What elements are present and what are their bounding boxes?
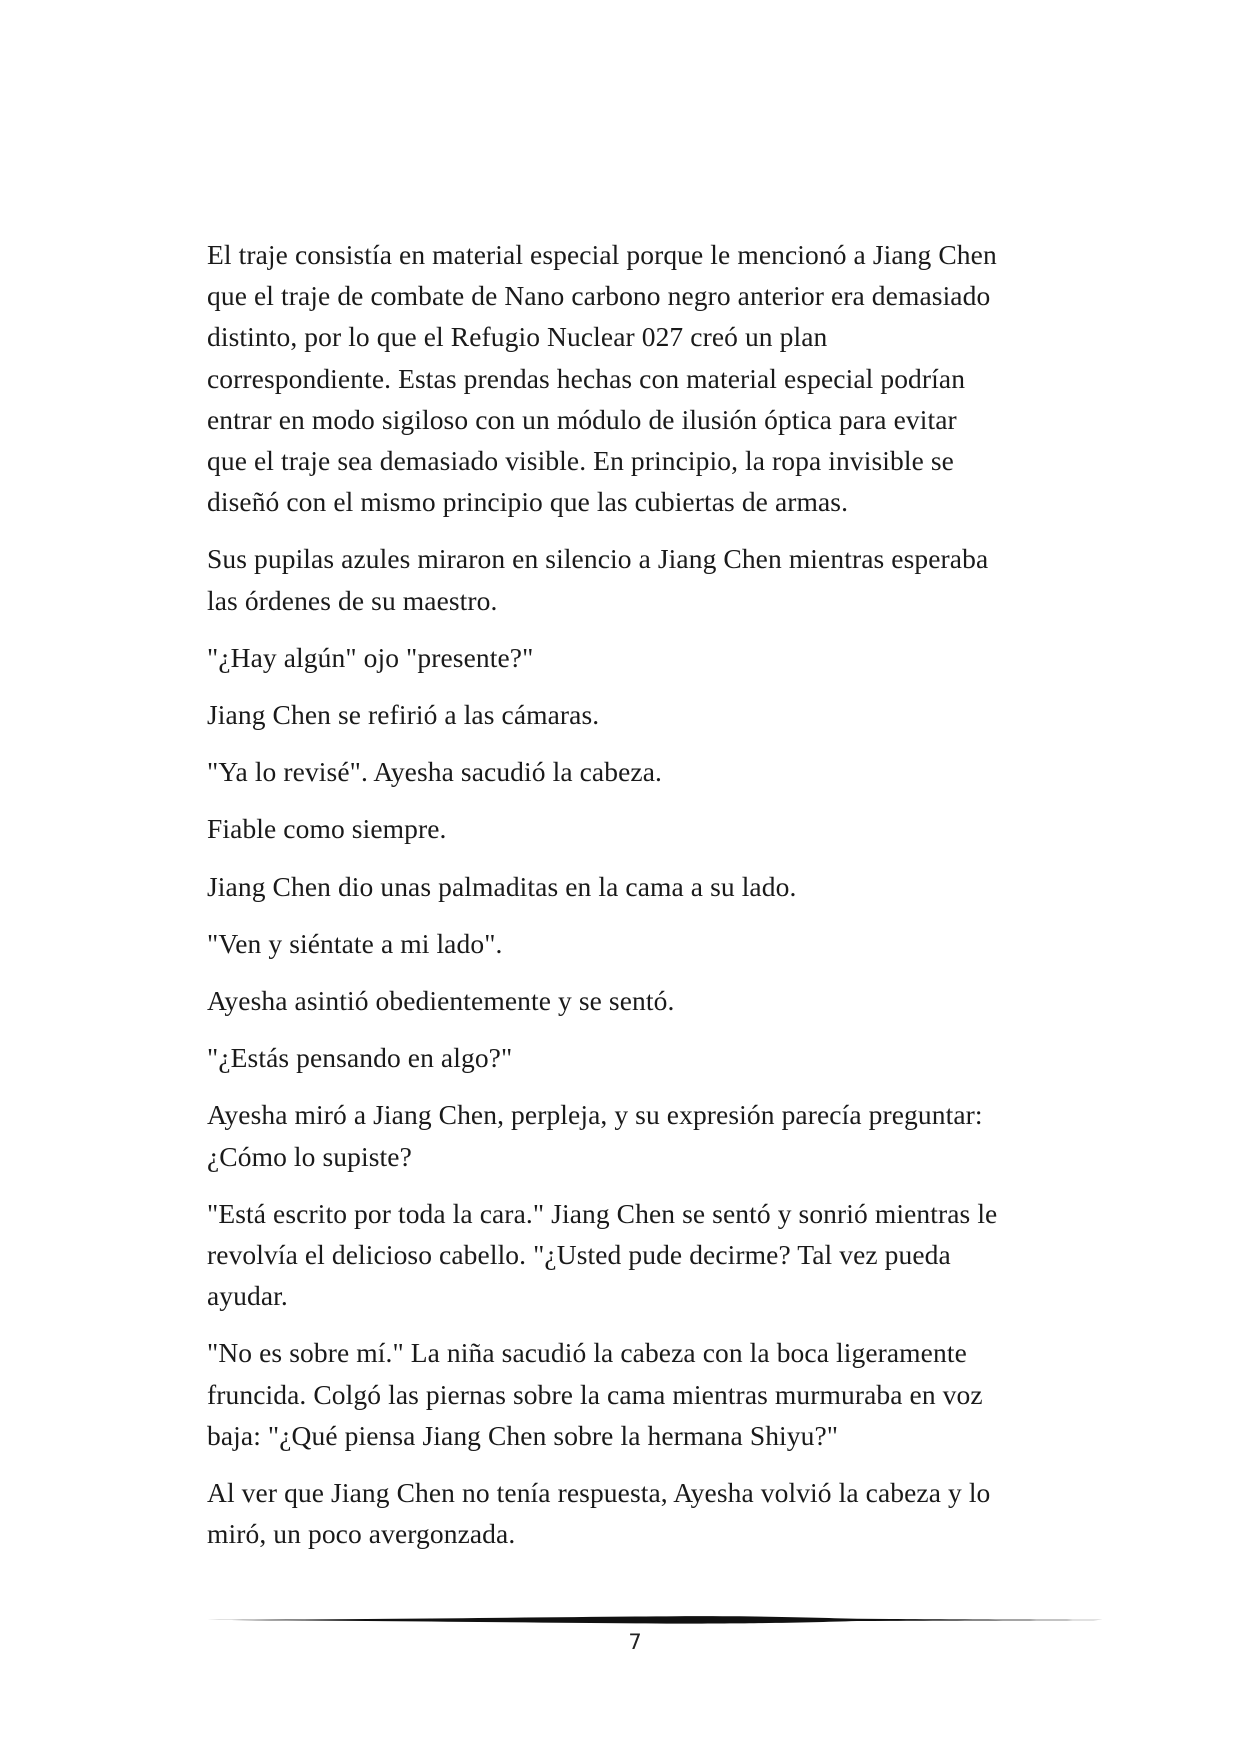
paragraph: "¿Estás pensando en algo?" bbox=[207, 1042, 513, 1074]
paragraph: Fiable como siempre. bbox=[207, 813, 447, 845]
paragraph: Jiang Chen se refirió a las cámaras. bbox=[207, 699, 600, 731]
paragraph: "Ya lo revisé". Ayesha sacudió la cabeza. bbox=[207, 756, 662, 788]
paragraph: "¿Hay algún" ojo "presente?" bbox=[207, 641, 534, 673]
paragraph: Al ver que Jiang Chen no tenía respuesta, Ayesha volvió la cabeza y lo miró, un poco avergonzada. bbox=[207, 1477, 991, 1550]
paragraph: Jiang Chen dio unas palmaditas en la cama a su lado. bbox=[207, 870, 797, 902]
footer-divider bbox=[207, 1614, 1107, 1626]
paragraph: "Está escrito por toda la cara." Jiang Chen se sentó y sonrió mientras le revolvía el delicioso cabello. "¿Usted pude decirme? Tal vez pueda ayudar. bbox=[207, 1197, 998, 1312]
paragraph: Ayesha asintió obedientemente y se sentó. bbox=[207, 985, 675, 1017]
body-text bbox=[207, 234, 1077, 1570]
paragraph: "Ven y siéntate a mi lado". bbox=[207, 927, 503, 959]
paragraph: Sus pupilas azules miraron en silencio a Jiang Chen mientras esperaba las órdenes de su maestro. bbox=[207, 543, 989, 616]
paragraph: Ayesha miró a Jiang Chen, perpleja, y su expresión parecía preguntar: ¿Cómo lo supiste? bbox=[207, 1099, 983, 1172]
page-number: 7 bbox=[628, 1630, 642, 1654]
paragraph: El traje consistía en material especial porque le mencionó a Jiang Chen que el traje de combate de Nano carbono negro anterior era demasiado distinto, por lo que el Refugio Nuclear 027 creó un plan correspondiente. Estas prendas hechas con material especial podrían entrar en modo sigiloso con un módulo de ilusión óptica para evitar que el traje sea demasiado visible. En principio, la ropa invisible se diseñó con el mismo principio que las cubiertas de armas. bbox=[207, 239, 997, 518]
paragraph: "No es sobre mí." La niña sacudió la cabeza con la boca ligeramente fruncida. Colgó las piernas sobre la cama mientras murmuraba en voz baja: "¿Qué piensa Jiang Chen sobre la hermana Shiyu?" bbox=[207, 1337, 983, 1451]
